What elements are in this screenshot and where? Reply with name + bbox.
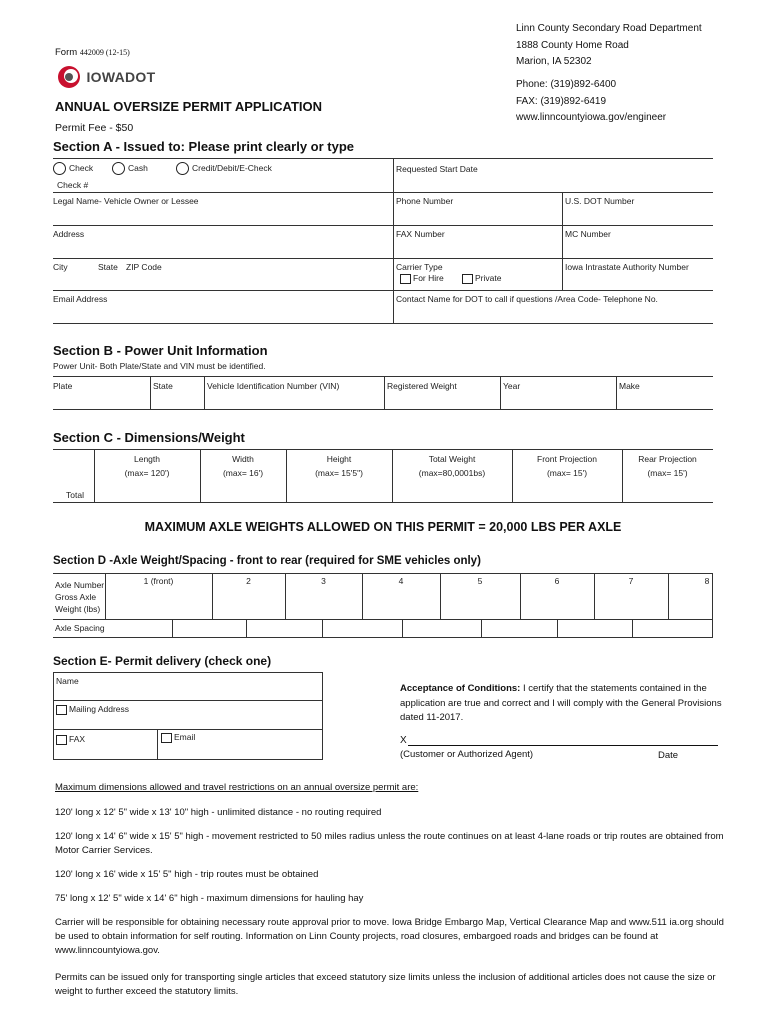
iowadot-swoosh-icon [56, 64, 82, 90]
fax-checkbox[interactable]: FAX [56, 734, 85, 745]
vin-field[interactable]: Vehicle Identification Number (VIN) [207, 381, 340, 391]
mailing-address-checkbox[interactable]: Mailing Address [56, 704, 129, 715]
plate-field[interactable]: Plate [53, 381, 73, 391]
department-address: Linn County Secondary Road Department 1888 County Home Road Marion, IA 52302 [516, 23, 702, 67]
axle-5-field[interactable]: 5 [477, 576, 483, 586]
year-field[interactable]: Year [503, 381, 521, 391]
axle-6-field[interactable]: 6 [554, 576, 560, 586]
axle-spacing-label: Axle Spacing [55, 623, 105, 633]
checkbox-icon [56, 735, 67, 745]
length-field[interactable]: Length (max= 120') [124, 454, 170, 478]
private-checkbox[interactable]: Private [462, 273, 501, 284]
axle-2-field[interactable]: 2 [246, 576, 251, 586]
total-label: Total [66, 490, 84, 500]
usdot-number-field[interactable]: U.S. DOT Number [565, 196, 635, 206]
restriction-item: 120' long x 12' 5" wide x 13' 10" high - unlimited distance - no routing required [55, 807, 382, 818]
axle-1-field[interactable]: 1 (front) [143, 576, 174, 586]
carrier-type-label: Carrier Type [396, 262, 443, 272]
checkbox-icon [161, 733, 172, 743]
page-title: ANNUAL OVERSIZE PERMIT APPLICATION [55, 99, 322, 114]
state-field[interactable]: State [153, 381, 173, 391]
acceptance-of-conditions: Acceptance of Conditions: I certify that the statements contained in the application are true and correct and I will comply with the General Provisions dated 11-2017. [400, 683, 722, 723]
axle-7-field[interactable]: 7 [628, 576, 634, 586]
axle-3-field[interactable]: 3 [321, 576, 326, 586]
fax-number-field[interactable]: FAX Number [396, 229, 445, 239]
radio-circle-icon [176, 162, 189, 175]
address-field[interactable]: Address [53, 229, 85, 239]
name-field[interactable]: Name [56, 676, 79, 686]
restriction-item: 120' long x 16' wide x 15' 5" high - trip routes must be obtained [55, 869, 319, 880]
zip-code-field[interactable]: ZIP Code [126, 262, 162, 272]
legal-name-field[interactable]: Legal Name- Vehicle Owner or Lessee [53, 196, 199, 206]
registered-weight-field[interactable]: Registered Weight [387, 381, 457, 391]
form-number: Form 442009 (12-15) [55, 47, 130, 58]
permit-fee: Permit Fee - $50 [55, 122, 134, 134]
section-a-title: Section A - Issued to: Please print clearly or type [53, 139, 355, 154]
checkbox-icon [462, 274, 473, 284]
email-address-field[interactable]: Email Address [53, 294, 108, 304]
date-label: Date [658, 750, 679, 761]
section-d-title: Section D -Axle Weight/Spacing - front to rear (required for SME vehicles only) [53, 555, 481, 567]
rear-projection-field[interactable]: Rear Projection (max= 15') [638, 454, 697, 478]
height-field[interactable]: Height (max= 15'5") [315, 454, 363, 478]
delivery-box [53, 672, 323, 760]
department-contact: Phone: (319)892-6400 FAX: (319)892-6419 www.linncountyiowa.gov/engineer [516, 79, 667, 123]
route-approval-note: Carrier will be responsible for obtaining necessary route approval prior to move. Iowa Bridge Embargo Map, Vertical Clearance Map and www.511 ia.org should be used to obtain information for self routing. Information on Linn County projects, road closures, embargoed roads and bridges can be found at www.linncountyiowa.gov. [55, 917, 724, 956]
signature-x: X [400, 735, 407, 746]
restriction-item: 120' long x 14' 6" wide x 15' 5" high - movement restricted to 50 miles radius unless the route continues on at least 4-lane roads or trip routes are obtained from Motor Carrier Services. [55, 831, 724, 856]
max-axle-weight-banner: MAXIMUM AXLE WEIGHTS ALLOWED ON THIS PERMIT = 20,000 LBS PER AXLE [144, 520, 622, 534]
customer-label: (Customer or Authorized Agent) [400, 749, 534, 760]
mc-number-field[interactable]: MC Number [565, 229, 611, 239]
contact-name-field[interactable]: Contact Name for DOT to call if questions /Area Code- Telephone No. [396, 294, 658, 304]
section-e-title: Section E- Permit delivery (check one) [53, 654, 272, 668]
payment-credit-option[interactable]: Credit/Debit/E-Check [176, 162, 272, 175]
checkbox-icon [56, 705, 67, 715]
restriction-item: 75' long x 12' 5" wide x 14' 6" high - maximum dimensions for hauling hay [55, 893, 364, 904]
email-checkbox[interactable]: Email [161, 732, 195, 743]
single-article-note: Permits can be issued only for transporting single articles that exceed statutory size limits unless the inclusion of additional articles does not cause the size or weight to further exceed the statutory limits. [55, 972, 716, 997]
front-projection-field[interactable]: Front Projection (max= 15') [537, 454, 597, 478]
for-hire-checkbox[interactable]: For Hire [400, 273, 444, 284]
axle-8-field[interactable]: 8 [704, 576, 710, 586]
payment-cash-option[interactable]: Cash [112, 162, 148, 175]
radio-circle-icon [53, 162, 66, 175]
make-field[interactable]: Make [619, 381, 640, 391]
section-b-note: Power Unit- Both Plate/State and VIN must be identified. [53, 361, 266, 371]
width-field[interactable]: Width (max= 16') [222, 454, 264, 478]
iowa-intrastate-field[interactable]: Iowa Intrastate Authority Number [565, 262, 689, 272]
checkbox-icon [400, 274, 411, 284]
check-number-field[interactable]: Check # [57, 180, 89, 190]
section-b-title: Section B - Power Unit Information [53, 343, 268, 358]
requested-start-date-field[interactable]: Requested Start Date [396, 164, 478, 174]
signature-line [408, 745, 718, 746]
radio-circle-icon [112, 162, 125, 175]
section-c-title: Section C - Dimensions/Weight [53, 430, 245, 445]
axle-4-field[interactable]: 4 [398, 576, 404, 586]
restrictions-heading: Maximum dimensions allowed and travel restrictions on an annual oversize permit are: [55, 782, 419, 793]
total-weight-field[interactable]: Total Weight (max=80,0001bs) [418, 454, 486, 478]
payment-check-option[interactable]: Check [53, 162, 93, 175]
phone-number-field[interactable]: Phone Number [396, 196, 454, 206]
state-field[interactable]: State [98, 262, 118, 272]
iowadot-logo: IOWADOT [56, 64, 155, 90]
city-field[interactable]: City [53, 262, 68, 272]
axle-row-label: Axle Number Gross Axle Weight (lbs) [55, 580, 105, 614]
